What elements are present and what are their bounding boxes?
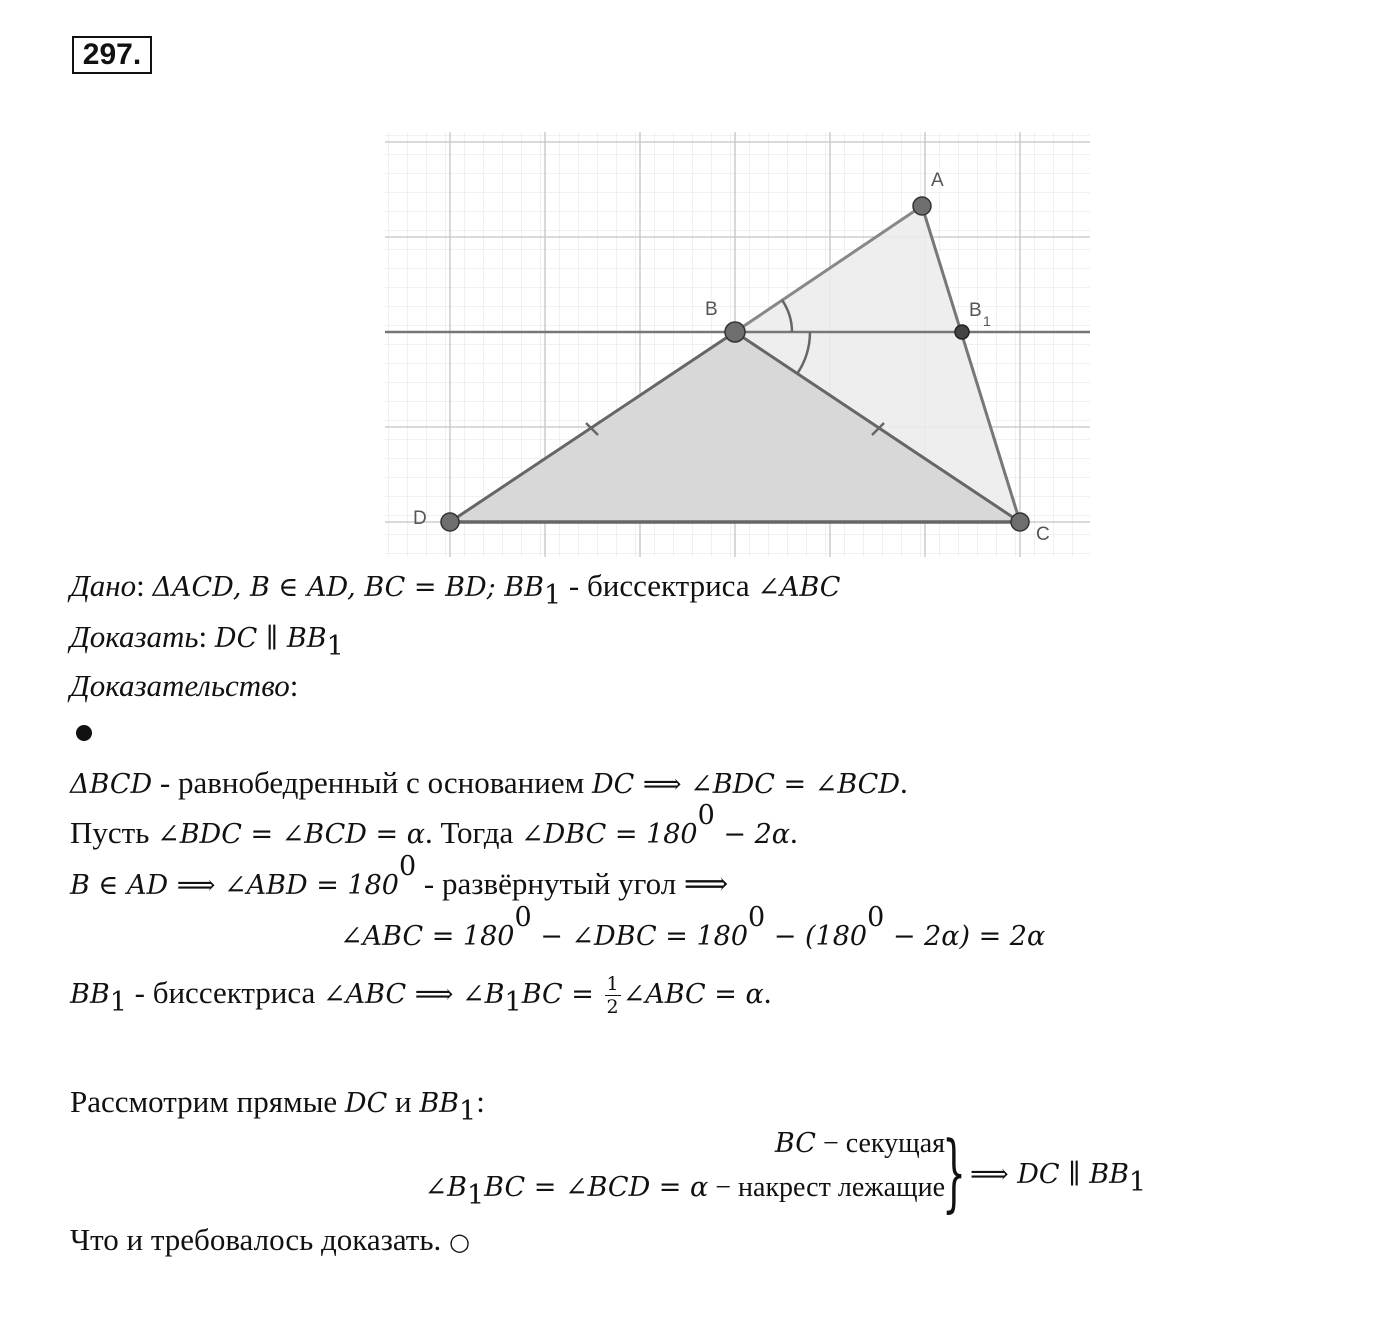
step5-text: - биссектриса xyxy=(126,975,324,1010)
system-row-2 xyxy=(424,1172,946,1212)
step2-end: . xyxy=(790,815,798,850)
point-d xyxy=(441,513,459,531)
step5-d: ∠ABC = α xyxy=(622,979,764,1010)
qed-text: Что и требовалось доказать. xyxy=(70,1222,449,1257)
point-c xyxy=(1011,513,1029,531)
step4-a: ∠ABC = 180 xyxy=(340,921,515,952)
step2-text2: . Тогда xyxy=(424,815,522,850)
qed-mark: ○ xyxy=(449,1228,470,1256)
qed-line xyxy=(70,1220,470,1262)
label-a: A xyxy=(931,170,944,191)
step4-sup2: 0 xyxy=(748,902,766,934)
step4-sup1: 0 xyxy=(514,902,532,934)
proof-heading xyxy=(70,666,298,706)
step5-c: BC = xyxy=(521,979,603,1010)
step5-sub: 1 xyxy=(109,987,127,1019)
step2-math3: − 2α xyxy=(714,819,791,850)
label-c: C xyxy=(1036,524,1050,545)
prove-math: DC ∥ BB xyxy=(214,623,327,654)
step2-sup: 0 xyxy=(697,800,715,832)
step4-d: − 2α) = 2α xyxy=(884,921,1046,952)
step-5 xyxy=(70,973,772,1018)
label-b1: B xyxy=(969,300,982,321)
given-colon: : xyxy=(136,568,145,603)
step3-math: B ∈ AD ⟹ ∠ABD = 180 xyxy=(70,870,399,901)
prove-line xyxy=(70,617,344,663)
conclusion-math: ⟹ DC ∥ BB xyxy=(970,1159,1129,1190)
proof-label: Доказательство xyxy=(70,668,290,703)
geometry-figure xyxy=(385,132,1090,557)
system-sub: 1 xyxy=(466,1180,485,1212)
system-angle-b: ∠B xyxy=(424,1172,467,1203)
step-4 xyxy=(340,902,1046,957)
step5-a: BB xyxy=(70,979,110,1010)
consider-sub: 1 xyxy=(459,1096,477,1128)
prove-colon: : xyxy=(198,619,215,654)
system-alternate: − накрест лежащие xyxy=(708,1172,945,1203)
fraction-one-half xyxy=(605,973,621,1018)
conclusion-sub: 1 xyxy=(1128,1167,1147,1199)
given-angle: ∠ABC xyxy=(757,572,841,603)
point-b xyxy=(725,322,745,342)
given-line xyxy=(70,566,841,612)
consider-colon: : xyxy=(476,1084,485,1119)
problem-number: 297. xyxy=(72,36,152,74)
system-brace: } xyxy=(942,1123,967,1221)
point-a xyxy=(913,197,931,215)
step1-math2: DC ⟹ ∠BDC = ∠BCD xyxy=(591,769,900,800)
prove-sub: 1 xyxy=(326,631,344,663)
given-sub: 1 xyxy=(543,580,562,612)
step4-sup3: 0 xyxy=(867,902,885,934)
step2-text: Пусть xyxy=(70,815,158,850)
step3-sup: 0 xyxy=(398,851,417,883)
consider-line xyxy=(70,1082,485,1128)
system-row-1 xyxy=(775,1128,945,1160)
step1-end: . xyxy=(900,765,908,800)
point-b1 xyxy=(955,325,969,339)
label-b1-subscript: 1 xyxy=(983,313,991,329)
step1-text: - равнобедренный с основанием xyxy=(152,765,592,800)
system-secant: − секущая xyxy=(815,1128,945,1159)
proof-colon: : xyxy=(289,668,299,703)
given-label: Дано xyxy=(70,568,137,603)
step5-sub2: 1 xyxy=(504,987,522,1019)
given-math: ΔACD, B ∈ AD, BC = BD; BB xyxy=(152,572,544,603)
fraction-denominator: 2 xyxy=(606,996,619,1019)
label-b: B xyxy=(705,299,718,320)
prove-label: Доказать xyxy=(70,619,199,654)
step5-b: ∠ABC ⟹ ∠B xyxy=(323,979,505,1010)
label-d: D xyxy=(413,508,427,529)
system-bc: BC xyxy=(774,1128,816,1159)
step2-math: ∠BDC = ∠BCD = α xyxy=(157,819,425,850)
consider-text: Рассмотрим прямые xyxy=(70,1084,345,1119)
consider-bb: BB xyxy=(419,1088,460,1119)
system-conclusion xyxy=(970,1153,1147,1199)
step5-end: . xyxy=(763,975,772,1010)
step4-c: − (180 xyxy=(765,921,868,952)
step4-b: − ∠DBC = 180 xyxy=(531,921,749,952)
fraction-numerator: 1 xyxy=(606,973,619,996)
consider-dc: DC xyxy=(344,1088,388,1119)
consider-and: и xyxy=(387,1084,420,1119)
step1-math: ΔBCD xyxy=(70,769,153,800)
bullet-point xyxy=(76,725,92,741)
step3-text: - развёрнутый угол ⟹ xyxy=(416,866,729,901)
step-3 xyxy=(70,851,729,906)
given-dash: - биссектриса xyxy=(561,568,758,603)
step2-math2: ∠DBC = 180 xyxy=(521,819,698,850)
step-2 xyxy=(70,800,798,855)
step-1 xyxy=(70,763,908,805)
system-equality: BC = ∠BCD = α xyxy=(484,1172,709,1203)
